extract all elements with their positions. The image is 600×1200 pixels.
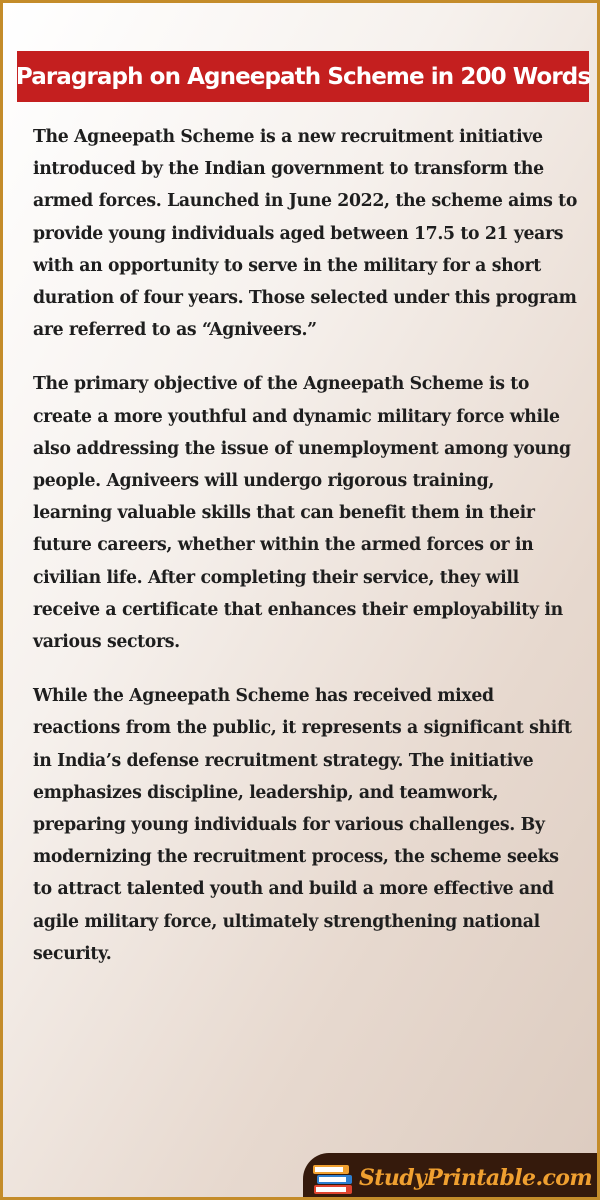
article-body xyxy=(33,121,577,992)
paragraph-1: The Agneepath Scheme is a new recruitment initiative introduced by the Indian government to transform the armed forces. Launched in June 2022, the scheme aims to provide young individuals aged between 17.5 to 21 years with an opportunity to serve in the military for a short duration of four years. Those selected under this program are referred to as “Agniveers.” xyxy=(33,127,577,341)
title-banner xyxy=(17,51,589,102)
paragraph-2: The primary objective of the Agneepath Scheme is to create a more youthful and dynamic military force while also addressing the issue of unemployment among young people. Agniveers will undergo rigorous training, learning valuable skills that can benefit them in their future careers, whether within the armed forces or in civilian life. After completing their service, they will receive a certificate that enhances their employability in various sectors. xyxy=(33,374,571,653)
site-logo[interactable] xyxy=(303,1153,600,1200)
logo-text: StudyPrintable.com xyxy=(359,1165,593,1191)
books-stack-icon xyxy=(311,1158,355,1198)
paragraph-3: While the Agneepath Scheme has received mixed reactions from the public, it represents a significant shift in India’s defense recruitment strategy. The initiative emphasizes discipline, leadership, and teamwork, preparing young individuals for various challenges. By modernizing the recruitment process, the scheme seeks to attract talented youth and build a more effective and agile military force, ultimately strengthening national security. xyxy=(33,686,572,964)
page-title: Paragraph on Agneepath Scheme in 200 Words xyxy=(15,63,591,90)
